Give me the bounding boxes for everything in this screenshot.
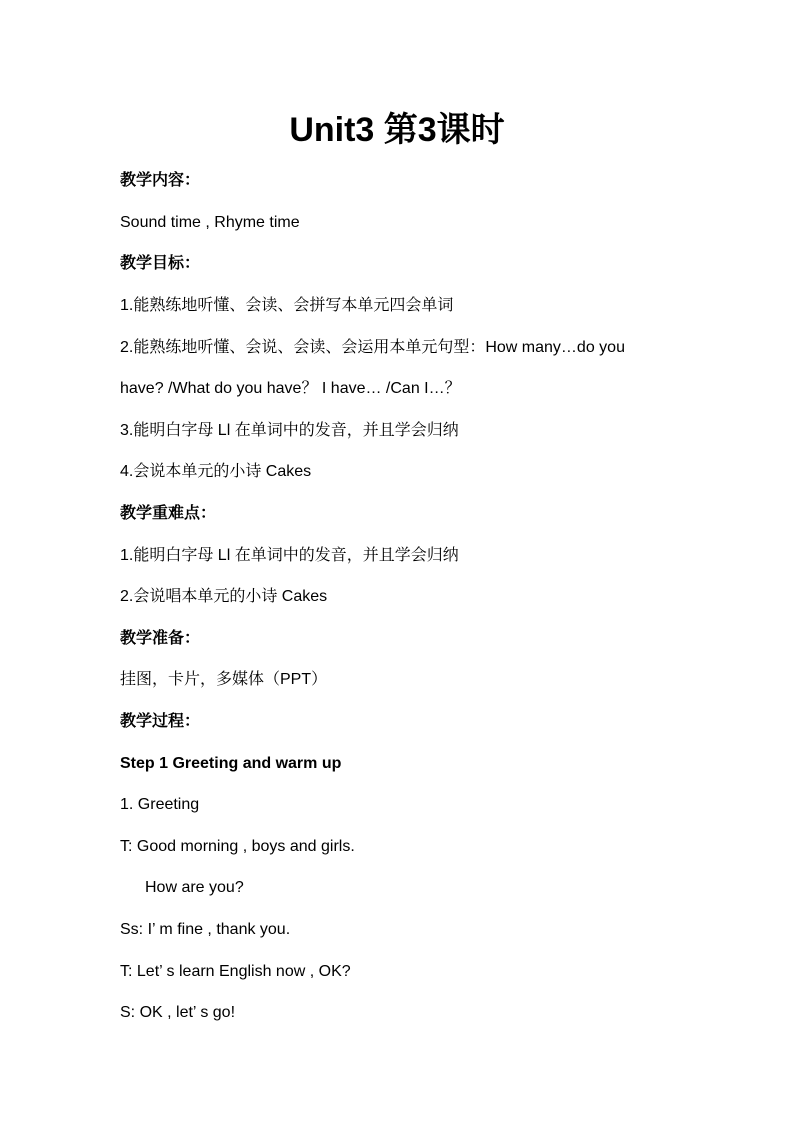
- section-heading-content: 教学内容：: [120, 172, 201, 189]
- dialogue-line: S: OK , let’ s go!: [120, 1004, 236, 1021]
- objective-item-2: 2.能熟练地听懂、会说、会读、会运用本单元句型：How many…do you: [120, 339, 625, 356]
- section-heading-objectives: 教学目标：: [120, 255, 201, 272]
- section-heading-key-points: 教学重难点：: [120, 505, 217, 522]
- dialogue-line: How are you?: [145, 879, 244, 896]
- key-point-item-1: 1.能明白字母 Ll 在单词中的发音，并且学会归纳: [120, 547, 459, 564]
- objective-item-4: 4.会说本单元的小诗 Cakes: [120, 463, 312, 480]
- key-point-item-2: 2.会说唱本单元的小诗 Cakes: [120, 588, 328, 605]
- section-heading-process: 教学过程：: [120, 713, 201, 730]
- section-heading-preparation: 教学准备：: [120, 630, 201, 647]
- objective-item-2-continued: have? /What do you have？ I have… /Can I…？: [120, 380, 461, 397]
- dialogue-line: Ss: I’ m fine , thank you.: [120, 921, 291, 938]
- objective-item-1: 1.能熟练地听懂、会读、会拼写本单元四会单词: [120, 297, 454, 314]
- dialogue-line: T: Good morning , boys and girls.: [120, 838, 355, 855]
- dialogue-line: T: Let’ s learn English now , OK?: [120, 963, 351, 980]
- step-item-greeting: 1. Greeting: [120, 796, 200, 813]
- preparation-text: 挂图，卡片，多媒体（PPT）: [120, 671, 328, 688]
- document-title: Unit3 第3课时: [289, 111, 505, 149]
- content-text: Sound time , Rhyme time: [120, 214, 300, 231]
- objective-item-3: 3.能明白字母 Ll 在单词中的发音，并且学会归纳: [120, 422, 459, 439]
- step-heading: Step 1 Greeting and warm up: [120, 755, 342, 772]
